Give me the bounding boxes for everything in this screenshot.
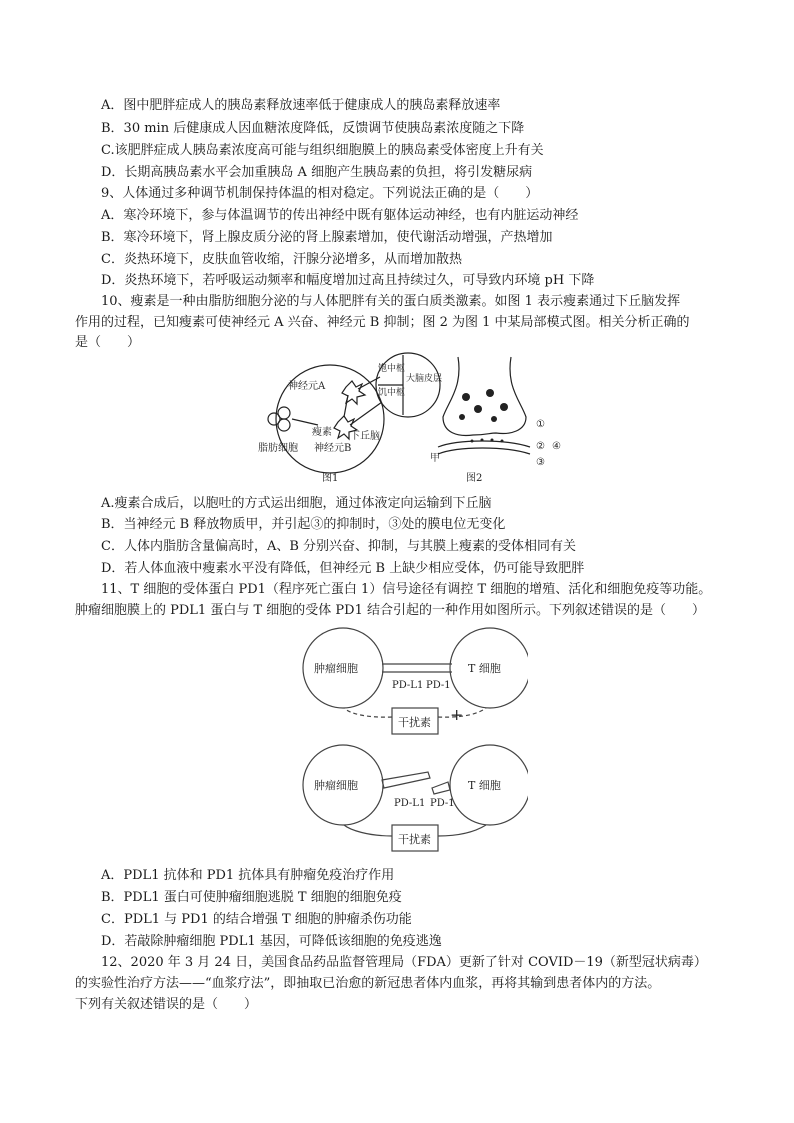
q12-stem-line3: 下列有关叙述错误的是（ ）: [75, 997, 258, 1012]
t-cell-label-bottom: T 细胞: [468, 779, 501, 792]
label-4: ④: [552, 441, 561, 452]
pd1-label-bottom: PD-1: [430, 798, 455, 809]
q10-stem-line1: 10、瘦素是一种由脂肪细胞分泌的与人体肥胖有关的蛋白质类激素。如图 1 表示瘦素通过下丘脑发挥: [101, 294, 681, 309]
q9-option-b: B．寒冷环境下，肾上腺皮质分泌的肾上腺素增加，使代谢活动增强，产热增加: [101, 230, 553, 245]
q8-option-d: D．长期高胰岛素水平会加重胰岛 A 细胞产生胰岛素的负担，将引发糖尿病: [101, 165, 533, 180]
hypothalamus-label: 下丘脑: [350, 431, 380, 442]
q8-option-b: B．30 min 后健康成人因血糖浓度降低，反馈调节使胰岛素浓度随之下降: [101, 121, 525, 136]
hunger-center-label: 饥中枢: [378, 388, 406, 398]
q10-stem-line2: 作用的过程，已知瘦素可使神经元 A 兴奋、神经元 B 抑制；图 2 为图 1 中某局部模式图。相关分析正确的: [75, 315, 690, 330]
q9-option-c: C．炎热环境下，皮肤血管收缩，汗腺分泌增多，从而增加散热: [101, 252, 462, 267]
q12-stem-line2: 的实验性治疗方法——“血浆疗法”，即抽取已治愈的新冠患者体内血浆，再将其输到患者体内的方法。: [75, 976, 661, 991]
q12-stem-line1: 12、2020 年 3 月 24 日，美国食品药品监督管理局（FDA）更新了针对 COVID－19（新型冠状病毒）: [101, 955, 707, 970]
q10-option-d: D．若人体血液中瘦素水平没有降低，但神经元 B 上缺少相应受体，仍可能导致肥胖: [101, 561, 585, 576]
q10-option-a: A.瘦素合成后，以胞吐的方式运出细胞，通过体液定向运输到下丘脑: [101, 496, 492, 511]
label-2: ②: [536, 441, 545, 452]
tumor-cell-label-top: 肿瘤细胞: [314, 662, 358, 675]
tumor-cell-label-bottom: 肿瘤细胞: [314, 779, 358, 792]
pd1-label-top: PD-1: [426, 680, 451, 691]
q9-option-a: A．寒冷环境下，参与体温调节的传出神经中既有躯体运动神经，也有内脏运动神经: [101, 208, 579, 223]
pdl1-label-bottom: PD-L1: [394, 798, 426, 809]
neuron-b-label: 神经元B: [314, 443, 352, 454]
t-cell-label-top: T 细胞: [468, 662, 501, 675]
q10-option-b: B．当神经元 B 释放物质甲，并引起③的抑制时，③处的膜电位无变化: [101, 517, 506, 532]
q9-stem: 9、人体通过多种调节机制保持体温的相对稳定。下列说法正确的是（ ）: [101, 186, 539, 201]
interferon-label-bottom: 干扰素: [398, 833, 431, 846]
q8-option-c: C.该肥胖症成人胰岛素浓度高可能与组织细胞膜上的胰岛素受体密度上升有关: [101, 143, 544, 158]
neuron-a-label: 神经元A: [288, 381, 326, 392]
q11-option-c: C．PDL1 与 PD1 的结合增强 T 细胞的肿瘤杀伤功能: [101, 912, 412, 927]
q11-option-b: B．PDL1 蛋白可使肿瘤细胞逃脱 T 细胞的细胞免疫: [101, 890, 402, 905]
q11-stem-line1: 11、T 细胞的受体蛋白 PD1（程序死亡蛋白 1）信号途径有调控 T 细胞的增殖、活化和细胞免疫等功能。: [101, 582, 712, 597]
q9-option-d: D．炎热环境下，若呼吸运动频率和幅度增加过高且持续过久，可导致内环境 pH 下降: [101, 273, 595, 288]
q8-option-a: A．图中肥胖症成人的胰岛素释放速率低于健康成人的胰岛素释放速率: [101, 98, 501, 113]
fig2-caption: 图2: [466, 473, 483, 484]
q11-option-a: A．PDL1 抗体和 PD1 抗体具有肿瘤免疫治疗作用: [101, 868, 395, 883]
q10-stem-line3: 是（ ）: [75, 335, 141, 350]
fig1-caption: 图1: [322, 473, 339, 484]
cortex-label: 大脑皮层: [406, 374, 443, 384]
label-1: ①: [536, 419, 545, 430]
fat-cell-label: 脂肪细胞: [258, 443, 298, 454]
pdl1-label-top: PD-L1: [392, 680, 424, 691]
pd1-figure: [298, 622, 528, 862]
q11-option-d: D．若敲除肿瘤细胞 PDL1 基因，可降低该细胞的免疫逃逸: [101, 934, 442, 949]
plus-label: +: [450, 705, 464, 724]
leptin-figure: [258, 347, 566, 487]
q10-option-c: C．人体内脂肪含量偏高时，A、B 分别兴奋、抑制，与其膜上瘦素的受体相同有关: [101, 539, 577, 554]
jia-label: 甲: [430, 453, 440, 464]
interferon-label-top: 干扰素: [398, 716, 431, 729]
q11-stem-line2: 肿瘤细胞膜上的 PDL1 蛋白与 T 细胞的受体 PD1 结合引起的一种作用如图所示。下列叙述错误的是（ ）: [75, 603, 705, 618]
label-3: ③: [536, 457, 545, 468]
leptin-label: 瘦素: [312, 427, 332, 438]
satiety-center-label: 饱中枢: [378, 364, 406, 374]
